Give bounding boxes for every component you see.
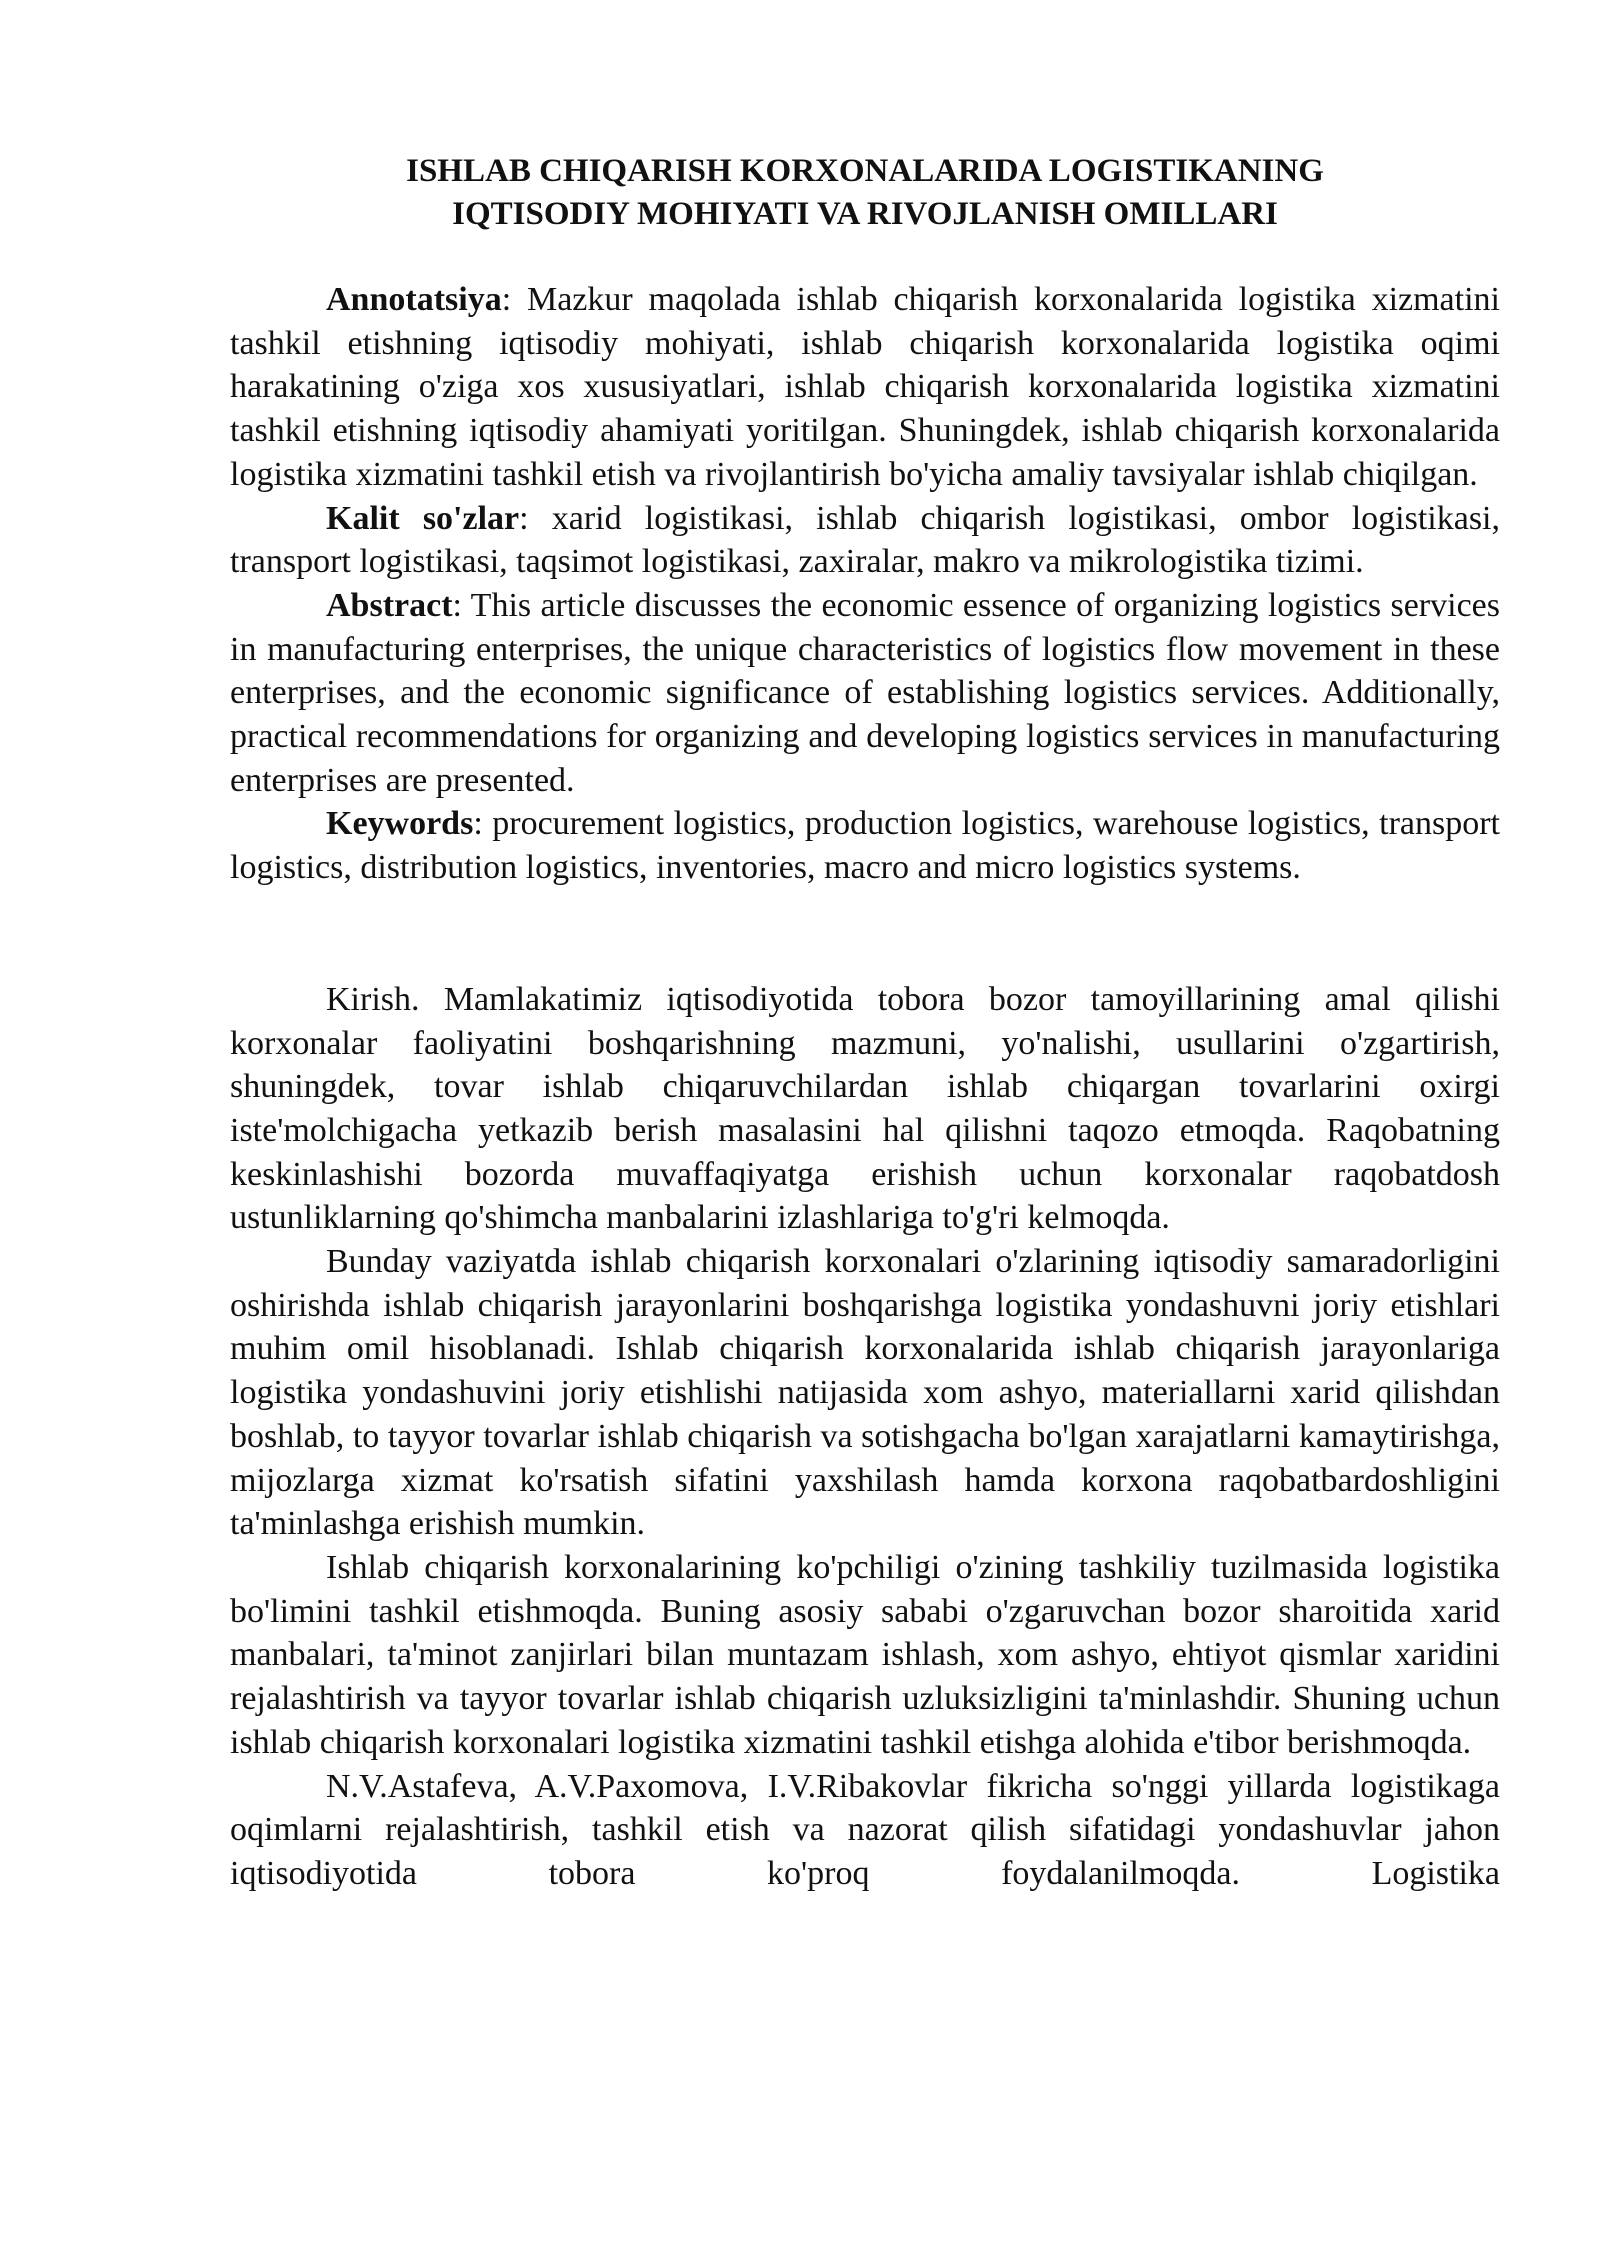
body-paragraph-intro: Kirish. Mamlakatimiz iqtisodiyotida tobora bozor tamoyillarining amal qilishi korxonalar faoliyatini boshqarishning mazmuni, yo'nalishi, usullarini o'zgartirish, shuningdek, tovar ishlab chiqaruvchilardan ishlab chiqargan tovarlarini oxirgi iste'molchigacha yetkazib berish masalasini hal qilishni taqozo etmoqda. Raqobatning keskinlashishi bozorda muvaffaqiyatga erishish uchun korxonalar raqobatdosh ustunliklarning qo'shimcha manbalarini izlashlariga to'g'ri kelmoqda.	[230, 980, 1500, 1237]
article-title	[230, 150, 1500, 236]
keywords-label: Keywords	[326, 805, 474, 843]
abstract-text: : This article discusses the economic essence of organizing logistics services in manufacturing enterprises, the unique characteristics of logistics flow movement in these enterprises, and the economic significance of establishing logistics services. Additionally, practical recommendations for organizing and developing logistics services in manufacturing enterprises are presented.	[230, 586, 1500, 799]
annotation-paragraph	[230, 278, 1500, 497]
body-paragraph-3: Ishlab chiqarish korxonalarining ko'pchiligi o'zining tashkiliy tuzilmasida logistika bo'limini tashkil etishmoqda. Buning asosiy sababi o'zgaruvchan bozor sharoitida xarid manbalari, ta'minot zanjirlari bilan muntazam ishlash, xom ashyo, ehtiyot qismlar xaridini rejalashtirish va tayyor tovarlar ishlab chiqarish uzluksizligini ta'minlashdir. Shuning uchun ishlab chiqarish korxonalari logistika xizmatini tashkil etishga alohida e'tibor berishmoqda.	[230, 1548, 1500, 1761]
annotation-text: : Mazkur maqolada ishlab chiqarish korxonalarida logistika xizmatini tashkil etishning iqtisodiy mohiyati, ishlab chiqarish korxonalarida logistika oqimi harakatining o'ziga xos xususiyatlari, ishlab chiqarish korxonalarida logistika xizmatini tashkil etishning iqtisodiy ahamiyati yoritilgan. Shuningdek, ishlab chiqarish korxonalarida logistika xizmatini tashkil etish va rivojlantirish bo'yicha amaliy tavsiyalar ishlab chiqilgan.	[230, 281, 1500, 493]
title-line-1: ISHLAB CHIQARISH KORXONALARIDA LOGISTIKANING	[406, 153, 1324, 189]
section-gap	[230, 890, 1500, 978]
document-page	[230, 150, 1500, 1896]
kalit-sozlar-paragraph	[230, 497, 1500, 584]
keywords-paragraph	[230, 802, 1500, 889]
abstract-paragraph	[230, 584, 1500, 803]
kalit-sozlar-label: Kalit so'zlar	[326, 499, 520, 537]
kalit-sozlar-text: : xarid logistikasi, ishlab chiqarish logistikasi, ombor logistikasi, transport logistikasi, taqsimot logistikasi, zaxiralar, makro va mikrologistika tizimi.	[230, 499, 1500, 581]
annotation-label: Annotatsiya	[326, 281, 502, 318]
body-paragraph-2: Bunday vaziyatda ishlab chiqarish korxonalari o'zlarining iqtisodiy samaradorligini oshirishda ishlab chiqarish jarayonlarini boshqarishga logistika yondashuvni joriy etishlari muhim omil hisoblanadi. Ishlab chiqarish korxonalarida ishlab chiqarish jarayonlariga logistika yondashuvini joriy etishlishi natijasida xom ashyo, materiallarni xarid qilishdan boshlab, to tayyor tovarlar ishlab chiqarish va sotishgacha bo'lgan xarajatlarni kamaytirishga, mijozlarga xizmat ko'rsatish sifatini yaxshilash hamda korxona raqobatbardoshligini ta'minlashga erishish mumkin.	[230, 1243, 1500, 1543]
keywords-text: : procurement logistics, production logistics, warehouse logistics, transport logistics, distribution logistics, inventories, macro and micro logistics systems.	[230, 805, 1500, 887]
title-line-2: IQTISODIY MOHIYATI VA RIVOJLANISH OMILLARI	[452, 196, 1278, 232]
abstract-label: Abstract	[326, 586, 453, 624]
body-paragraph-4: N.V.Astafeva, A.V.Paxomova, I.V.Ribakovlar fikricha so'nggi yillarda logistikaga oqimlarni rejalashtirish, tashkil etish va nazorat qilish sifatidagi yondashuvlar jahon iqtisodiyotida tobora ko'proq foydalanilmoqda. Logistika	[230, 1767, 1500, 1892]
